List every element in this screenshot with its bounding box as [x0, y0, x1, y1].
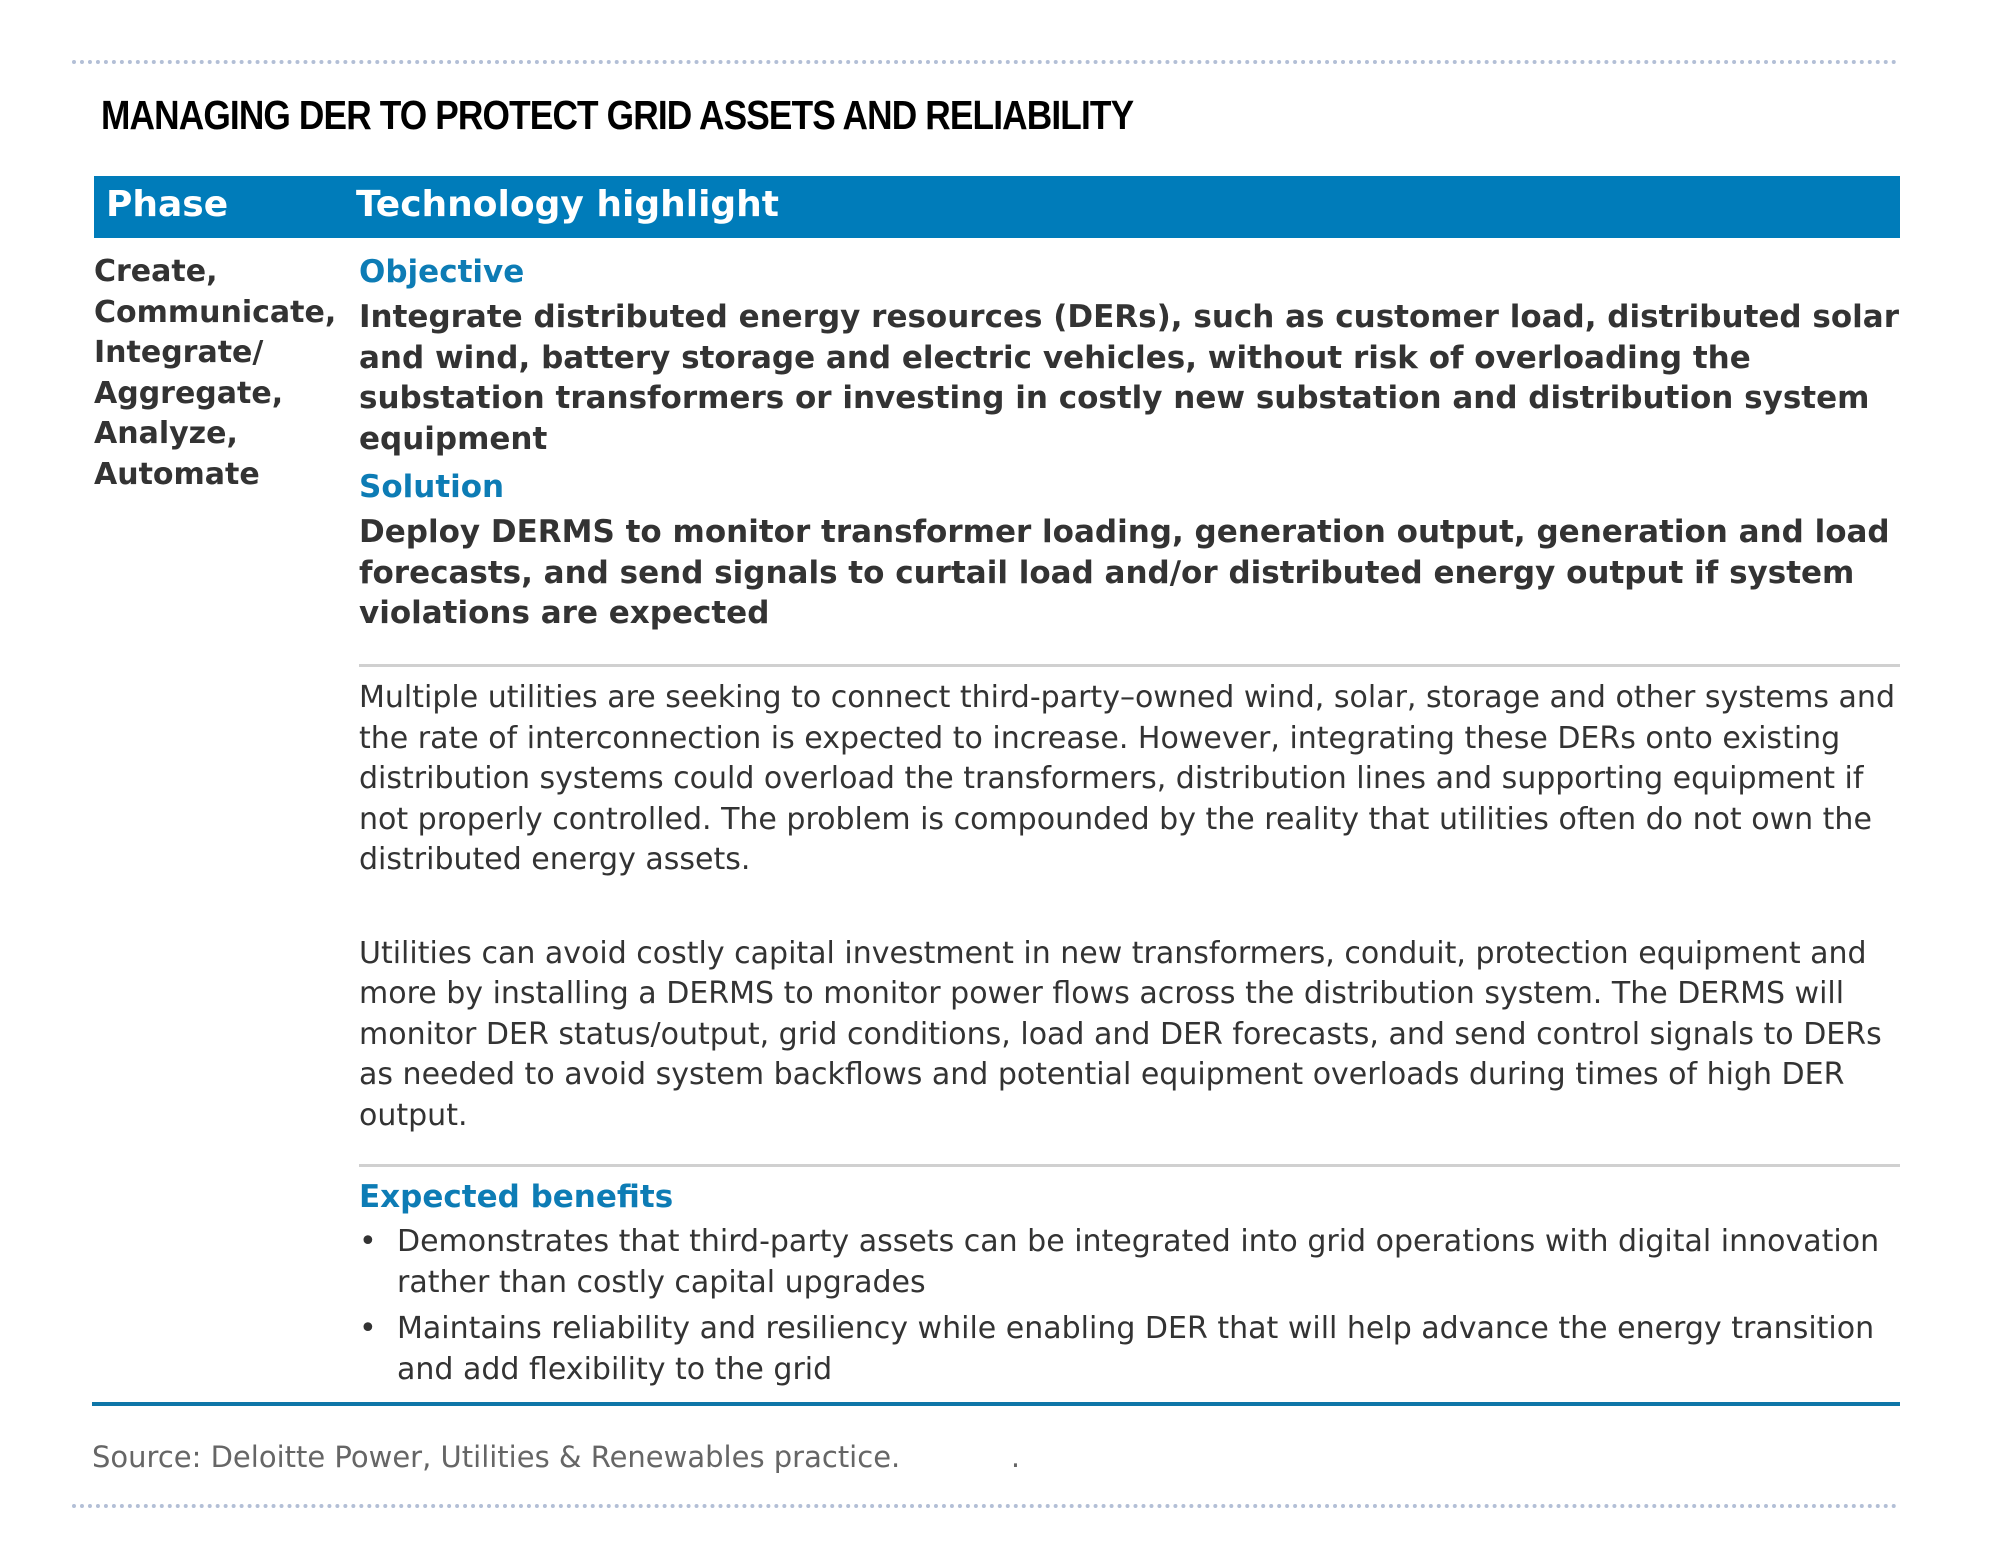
benefits-list: [359, 1222, 1899, 1390]
header-technology-highlight: Technology highlight: [356, 184, 780, 225]
phase-item: Communicate,: [94, 294, 337, 330]
phase-item: Automate: [94, 456, 260, 492]
benefit-text: Demonstrates that third-party assets can be integrated into grid operations with digital innovation rather than costly capital upgrades: [397, 1224, 1880, 1300]
benefits-label: Expected benefits: [359, 1179, 674, 1215]
source-note: Source: Deloitte Power, Utilities & Renewables practice. .: [92, 1440, 1021, 1474]
solution-section: [359, 467, 1899, 634]
top-dotted-divider: [72, 60, 1898, 64]
page-title: MANAGING DER TO PROTECT GRID ASSETS AND RELIABILITY: [101, 92, 1134, 138]
description-section: [359, 678, 1899, 1136]
list-item: [359, 1309, 1899, 1390]
section-divider: [359, 664, 1900, 667]
table-header: [94, 176, 1900, 238]
bottom-dotted-divider: [72, 1504, 1898, 1508]
objective-section: [359, 252, 1899, 459]
phase-item: Integrate/: [94, 335, 264, 370]
objective-label: Objective: [359, 254, 525, 290]
phase-item: Create,: [94, 254, 218, 289]
solution-text: Deploy DERMS to monitor transformer loading, generation output, generation and load forecasts, and send signals to curtail load and/or distributed energy output if system violations are expected: [359, 514, 1890, 631]
objective-text: Integrate distributed energy resources (DERs), such as customer load, distributed solar and wind, battery storage and electric vehicles, without risk of overloading the substation transformers or investing in costly new substation and distribution system equipment: [359, 299, 1899, 457]
description-paragraph-2: Utilities can avoid costly capital investment in new transformers, conduit, protection equipment and more by installing a DERMS to monitor power flows across the distribution system. The DERMS will monitor DER status/output, grid conditions, load and DER forecasts, and send control signals to DERs as needed to avoid system backflows and potential equipment overloads during times of high DER output.: [359, 935, 1882, 1133]
section-divider: [359, 1164, 1900, 1167]
header-phase: Phase: [106, 184, 229, 225]
bullet-icon: •: [359, 1224, 377, 1259]
benefit-text: Maintains reliability and resiliency while enabling DER that will help advance the energy transition and add flexibility to the grid: [397, 1311, 1875, 1387]
description-paragraph-1: Multiple utilities are seeking to connect third-party–owned wind, solar, storage and other systems and the rate of interconnection is expected to increase. However, integrating these DERs onto existing distribution systems could overload the transformers, distribution lines and supporting equipment if not properly controlled. The problem is compounded by the reality that utilities often do not own the distributed energy assets.: [359, 680, 1895, 877]
table-bottom-border: [92, 1402, 1900, 1406]
bullet-icon: •: [359, 1311, 377, 1346]
benefits-section: [359, 1177, 1899, 1396]
solution-label: Solution: [359, 469, 505, 505]
phase-item: Analyze,: [94, 416, 238, 451]
phase-item: Aggregate,: [94, 375, 284, 411]
phase-list: [94, 252, 344, 495]
list-item: [359, 1222, 1899, 1303]
